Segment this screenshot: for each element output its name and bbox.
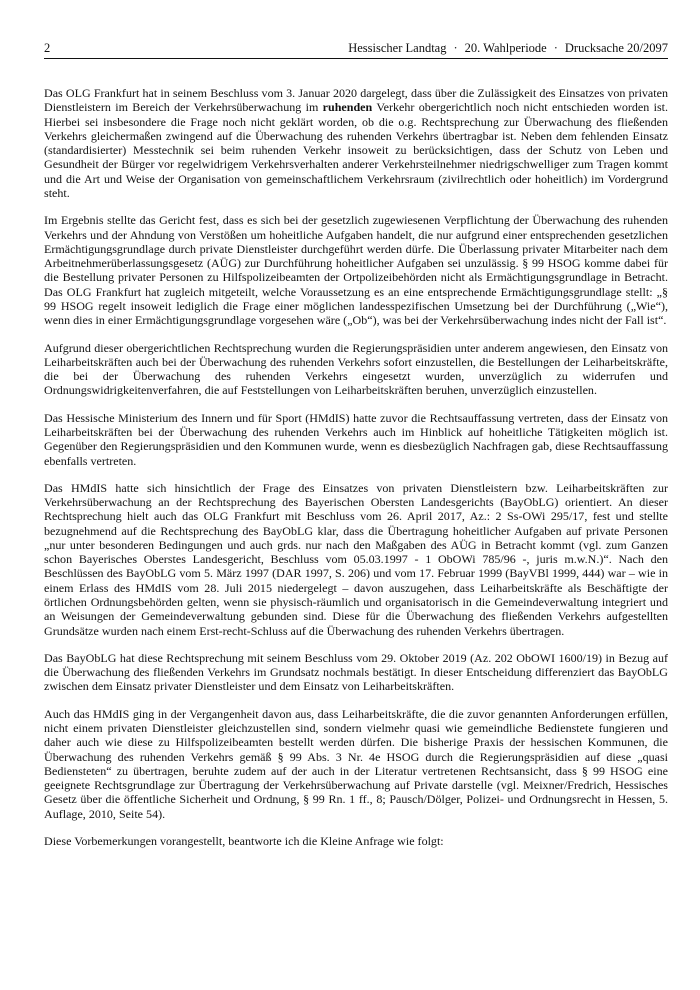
document-body	[44, 86, 668, 848]
header-separator: ·	[453, 41, 458, 55]
paragraph	[44, 651, 668, 694]
paragraph-text: Auch das HMdIS ging in der Vergangenheit davon aus, dass Leiharbeitskräfte, die die zuvor genannten Anforderungen erfüllen, nicht einem privaten Dienstleister gleichzustellen sind, sondern vielmehr quasi wie gemeindliche Bedienstete fungieren und daher auch wie diese zu Hilfspolizeibeamten bestellt werden dürfen. Die bisherige Praxis der hessischen Kommunen, die Überwachung des ruhenden Verkehrs gemäß § 99 Abs. 3 Nr. 4e HSOG durch die Regierungspräsidien auf diese „quasi Bediensteten“ zu übertragen, beruhte zudem auf der auch in der Literatur vertretenen Rechtsansicht, dass § 99 HSOG eine geeignete Rechtsgrundlage zur Übertragung der Verkehrsüberwachung auf Private darstelle (vgl. Meixner/Fredrich, Hessisches Gesetz über die öffentliche Sicherheit und Ordnung, § 99 Rn. 1 ff., 8; Pausch/Dölger, Polizei- und Ordnungsrecht in Hessen, 5. Auflage, 2010, Seite 54).	[44, 706, 668, 821]
paragraph-text: Diese Vorbemerkungen vorangestellt, beantworte ich die Kleine Anfrage wie folgt:	[44, 833, 444, 848]
paragraph	[44, 481, 668, 638]
header-rule	[44, 58, 668, 59]
paragraph-text: Das HMdIS hatte sich hinsichtlich der Frage des Einsatzes von privaten Dienstleistern bzw. Leiharbeitskräften zur Verkehrsüberwachung an der Rechtsprechung des Bayerischen Obersten Landesgerichts (BayObLG) orientiert. An dieser Rechtsprechung hielt auch das OLG Frankfurt mit Beschluss vom 26. April 2017, Az.: 2 Ss-OWi 295/17, fest und stellte bezugnehmend auf die Rechtsprechung des BayObLG klar, dass die Übertragung hoheitlicher Aufgaben auf private Personen „nur unter besonderen Bedingungen und auch grds. nur nach den Maßgaben des AÜG in Betracht kommt (vgl. zum Ganzen schon Bayerisches Oberstes Landesgericht, Beschluss vom 05.03.1997 - 1 ObOWi 785/96 -, juris m.w.N.)“. Nach den Beschlüssen des BayObLG vom 5. März 1997 (DAR 1997, S. 206) und vom 17. Februar 1999 (BayVBl 1999, 444) war – wie in einem Erlass des HMdIS vom 28. Juli 2015 niedergelegt – davon auszugehen, dass Leiharbeitskräfte als Beschäftigte der örtlichen Ordnungsbehörden gelten, wenn sie physisch-räumlich und organisatorisch in die Gemeindeverwaltung integriert und an Weisungen der Gemeindeverwaltung gebunden sind. Diese für die Überwachung des fließenden Verkehrs aufgestellten Grundsätze wurden nach einem Erst-recht-Schluss auf die Überwachung des ruhenden Verkehrs übertragen.	[44, 480, 668, 638]
header-meta	[348, 41, 668, 56]
running-header	[44, 41, 668, 59]
header-print-ref: Drucksache 20/2097	[564, 41, 668, 55]
paragraph	[44, 411, 668, 468]
paragraph	[44, 341, 668, 398]
paragraph-text: Im Ergebnis stellte das Gericht fest, dass es sich bei der gesetzlich zugewiesenen Verpflichtung der Überwachung des ruhenden Verkehrs und der Ahndung von Verstößen um hoheitliche Aufgaben handelt, die nur aufgrund einer entsprechenden gesetzlichen Ermächtigungsgrundlage durch private Dienstleister durchgeführt werden dürfe. Die Überlassung privater Mitarbeiter nach dem Arbeitnehmerüberlassungsgesetz (AÜG) zur Durchführung hoheitlicher Aufgaben sei unzulässig. § 99 HSOG komme dabei für die Bestellung privater Personen zu Hilfspolizeibeamten der Ortpolizeibehörden nicht als Ermächtigungsgrundlage in Betracht. Das OLG Frankfurt hat zugleich mitgeteilt, welche Voraussetzung es an eine entsprechende Ermächtigungsgrundlage stellt: „§ 99 HSOG regelt insoweit lediglich die Frage einer möglichen landesspezifischen Umsetzung bei der Durchführung („Wie“), wenn dies in einer Ermächtigungsgrundlage vorgesehen wäre („Ob“), was bei der Verkehrsüberwachung indes nicht der Fall ist“.	[44, 213, 668, 328]
page-number: 2	[44, 41, 51, 55]
paragraph-text: Verkehr obergerichtlich noch nicht entschieden worden ist. Hierbei sei insbesondere die Frage noch nicht geklärt worden, ob die o.g. Rechtsprechung zur Überwachung des fließenden Verkehrs gleichermaßen zwingend auf die Überwachung des ruhenden Verkehrs übertragbar ist. Neben dem fehlenden Einsatz (standardisierter) Messtechnik sei beim ruhenden Verkehr insoweit zu berücksichtigen, dass der Schutz von Leben und Gesundheit der Bürger vor regelwidrigem Verkehrsverhalten anderer Verkehrsteilnehmer niedrigschwelliger zum Tragen kommt und die Art und Weise der Organisation von gemeinschaftlichem Verkehrsraum (zivilrechtlich oder hoheitlich) im Vordergrund steht.	[44, 100, 668, 201]
paragraph	[44, 86, 668, 200]
emphasis-text: ruhenden	[322, 100, 373, 115]
paragraph-text: Das Hessische Ministerium des Innern und für Sport (HMdIS) hatte zuvor die Rechtsauffassung vertreten, dass der Einsatz von Leiharbeitskräften bei der Überwachung des ruhenden Verkehrs auch im Hinblick auf hoheitliche Tätigkeiten möglich ist. Gegenüber den Regierungspräsidien und den Kommunen wurde, wenn es diesbezüglich Nachfragen gab, diese Rechtsauffassung ebenfalls vertreten.	[44, 410, 668, 468]
paragraph	[44, 707, 668, 821]
paragraph-text: Das BayObLG hat diese Rechtsprechung mit seinem Beschluss vom 29. Oktober 2019 (Az. 202 ObOWI 1600/19) in Bezug auf die Überwachung des fließenden Verkehrs im Grundsatz nochmals bestätigt. In dieser Entscheidung differenziert das BayObLG zwischen dem Einsatz privater Dienstleister und dem Einsatz von Leiharbeitskräften.	[44, 650, 668, 694]
header-parliament: Hessischer Landtag	[348, 41, 447, 55]
paragraph	[44, 213, 668, 327]
paragraph	[44, 834, 668, 848]
paragraph-text: Aufgrund dieser obergerichtlichen Rechtsprechung wurden die Regierungspräsidien unter anderem angewiesen, den Einsatz von Leiharbeitskräften auch bei der Überwachung des ruhenden Verkehrs sofort einzustellen, die Bestellungen der Leiharbeitskräfte, die bei der Überwachung des ruhenden Verkehrs eingesetzt wurden, unverzüglich zu widerrufen und Ordnungswidrigkeitenverfahren, die auf Feststellungen von Leiharbeitskräften beruhen, unverzüglich einzustellen.	[44, 340, 668, 398]
paragraph-text: Das OLG Frankfurt hat in seinem Beschluss vom 3. Januar 2020 dargelegt, dass über die Zulässigkeit des Einsatzes von privaten Dienstleistern im Bereich der Verkehrsüberwachung im	[44, 86, 668, 115]
header-period: 20. Wahlperiode	[464, 41, 547, 55]
header-separator: ·	[553, 41, 558, 55]
